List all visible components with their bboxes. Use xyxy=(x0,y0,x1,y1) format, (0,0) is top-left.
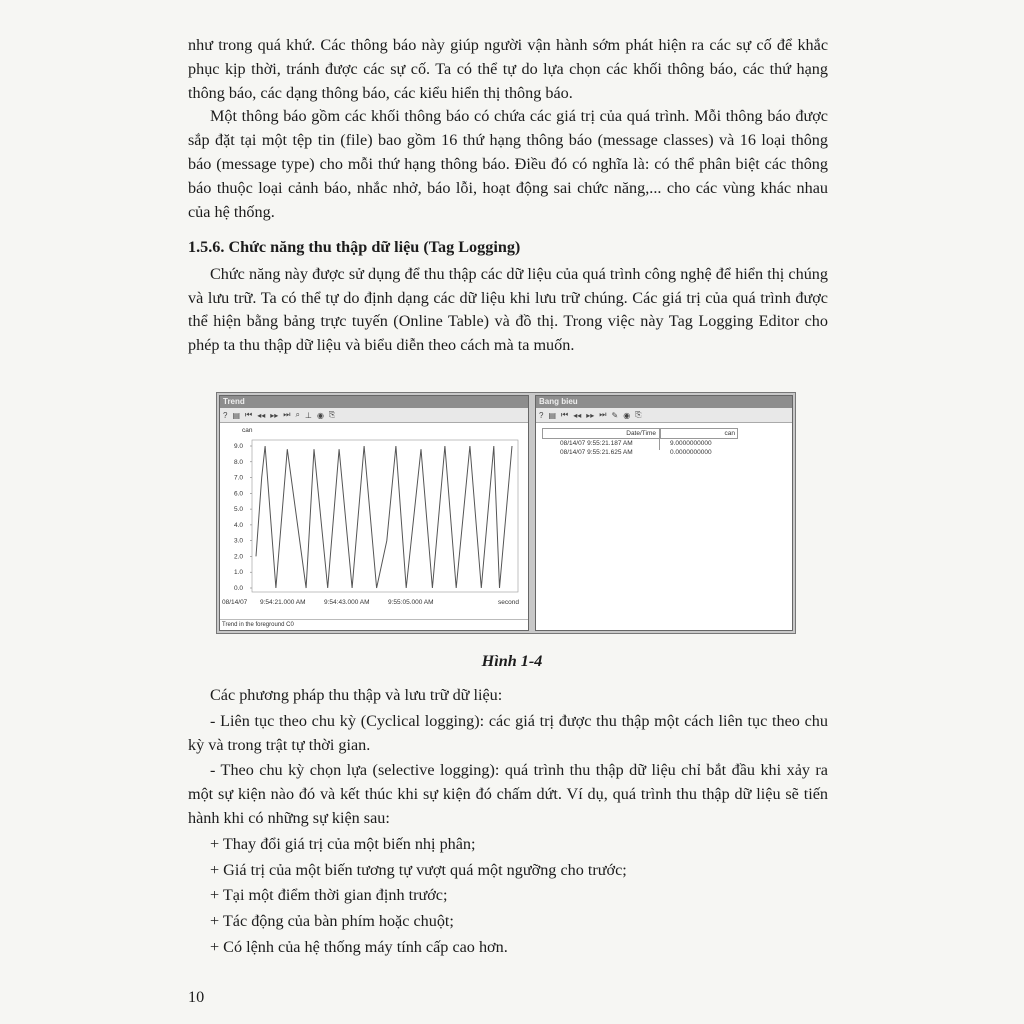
forward-icon[interactable]: ▸▸ xyxy=(586,410,595,420)
first-icon[interactable]: ⏮ xyxy=(561,410,569,419)
y-tick-label: 3.0 xyxy=(234,537,244,545)
x-tick-2: 9:54:43.000 AM xyxy=(324,599,370,606)
trend-window xyxy=(219,395,529,631)
back-icon[interactable]: ◂◂ xyxy=(257,410,266,420)
paragraph-tag-logging: Chức năng này được sử dụng để thu thập các dữ liệu của quá trình công nghệ để hiển thị chúng và lưu trữ. Ta có thể tự do định dạng các dữ liệu khi lưu trữ chúng. Các giá trị của quá trình được thể hiện bằng bảng trực tuyến (Online Table) và đồ thị. Trong việc này Tag Logging Editor cho phép ta thu thập dữ liệu và biểu diễn theo cách mà ta muốn. xyxy=(188,264,828,355)
forward-icon[interactable]: ▸▸ xyxy=(270,410,279,420)
last-icon[interactable]: ⏭ xyxy=(599,410,607,419)
last-icon[interactable]: ⏭ xyxy=(283,410,291,419)
paragraph-selective: - Theo chu kỳ chọn lựa (selective logging): quá trình thu thập dữ liệu chỉ bắt đầu khi xảy ra một sự kiện nào đó và kết thúc khi sự kiện đó chấm dứt. Ví dụ, quá trình thu thập dữ liệu sẽ tiến hành khi có những sự kiện sau: xyxy=(188,761,828,827)
bottom-text-block xyxy=(188,684,828,960)
table-window xyxy=(535,395,793,631)
table-row[interactable] xyxy=(542,439,738,448)
cell-datetime: 08/14/07 9:55:21.625 AM xyxy=(560,449,633,456)
zoom-icon[interactable]: ⌕ xyxy=(295,410,300,419)
y-tick-label: 8.0 xyxy=(234,458,244,466)
paragraph-cyclical: - Liên tục theo chu kỳ (Cyclical logging): các giá trị được thu thập một cách liên tục theo chu kỳ và trong trật tự thời gian. xyxy=(188,711,828,754)
y-tick-label: 0.0 xyxy=(234,585,244,592)
column-header-datetime[interactable]: Date/Time xyxy=(543,429,661,438)
plot-area xyxy=(252,440,518,592)
table-header xyxy=(542,428,738,439)
y-tick-label: 5.0 xyxy=(234,506,244,514)
edit-icon[interactable]: ✎ xyxy=(611,410,619,420)
table-toolbar xyxy=(536,408,792,423)
cell-value: 9.0000000000 xyxy=(670,440,712,447)
trend-statusbar: Trend in the foreground C0 xyxy=(220,619,528,630)
y-tick-label: 2.0 xyxy=(234,553,244,561)
section-heading: 1.5.6. Chức năng thu thập dữ liệu (Tag Logging) xyxy=(188,238,521,256)
help-icon[interactable]: ? xyxy=(223,410,228,420)
page-number: 10 xyxy=(188,988,205,1006)
help-icon[interactable]: ? xyxy=(539,410,544,420)
table-divider xyxy=(659,428,660,450)
list-item: + Giá trị của một biến tương tự vượt quá một ngưỡng cho trước; xyxy=(210,860,627,879)
table-icon[interactable]: ▤ xyxy=(548,410,557,420)
y-axis-label: can xyxy=(242,427,253,434)
paragraph-message-intro: như trong quá khứ. Các thông báo này giúp người vận hành sớm phát hiện ra các sự cố để khắc phục kịp thời, tránh được các sự cố. Ta có thể tự do lựa chọn các khối thông báo, các thứ hạng thông báo, các dạng thông báo, các kiểu hiển thị thông báo. xyxy=(188,36,828,102)
paragraph-message-blocks: Một thông báo gồm các khối thông báo có chứa các giá trị của quá trình. Mỗi thông báo được sắp đặt tại một tệp tin (file) bao gồm 16 thứ hạng thông báo (message classes) và 16 loại thông báo (message type) cho mỗi thứ hạng thông báo. Điều đó có nghĩa là: có thể phân biệt các thông báo thuộc loại cảnh báo, nhắc nhở, báo lỗi, hoạt động sai chức năng,... cho các vùng khác nhau của hệ thống. xyxy=(188,107,828,221)
section-block xyxy=(188,236,828,358)
list-item: + Có lệnh của hệ thống máy tính cấp cao hơn. xyxy=(210,937,508,956)
stop-icon[interactable]: ◉ xyxy=(316,410,324,420)
table-row[interactable] xyxy=(542,448,738,457)
y-tick-label: 9.0 xyxy=(234,443,244,450)
y-tick-label: 4.0 xyxy=(234,521,244,529)
y-tick-label: 7.0 xyxy=(234,474,244,482)
trend-chart xyxy=(220,422,528,612)
first-icon[interactable]: ⏮ xyxy=(245,410,253,419)
figure-caption: Hình 1-4 xyxy=(481,652,543,670)
paragraph-methods-intro: Các phương pháp thu thập và lưu trữ dữ liệu: xyxy=(210,686,503,704)
trend-toolbar xyxy=(220,408,528,423)
back-icon[interactable]: ◂◂ xyxy=(573,410,582,420)
x-tick-1: 9:54:21.000 AM xyxy=(260,599,306,606)
list-item: + Thay đổi giá trị của một biến nhị phân; xyxy=(210,834,476,853)
x-axis-label: second xyxy=(498,599,519,606)
stop-icon[interactable]: ◉ xyxy=(623,410,631,420)
figure-1-4 xyxy=(216,392,796,634)
export-icon[interactable]: ⎘ xyxy=(328,410,336,419)
list-item: + Tại một điểm thời gian định trước; xyxy=(210,886,448,905)
y-tick-label: 1.0 xyxy=(234,569,244,577)
cell-value: 0.0000000000 xyxy=(670,449,712,456)
x-tick-3: 9:55:05.000 AM xyxy=(388,599,434,606)
y-ticks xyxy=(234,443,252,592)
cell-datetime: 08/14/07 9:55:21.187 AM xyxy=(560,440,633,447)
column-header-can[interactable]: can xyxy=(724,430,735,437)
x-tick-date: 08/14/07 xyxy=(222,599,248,606)
list-item: + Tác động của bàn phím hoặc chuột; xyxy=(210,912,454,931)
table-icon[interactable]: ▤ xyxy=(232,410,241,420)
y-tick-label: 6.0 xyxy=(234,490,244,498)
table-window-title: Bang bieu xyxy=(536,396,792,408)
ruler-icon[interactable]: ⊥ xyxy=(304,410,312,420)
top-text-block xyxy=(188,34,828,224)
online-table xyxy=(542,428,738,457)
trend-window-title: Trend xyxy=(220,396,528,408)
export-icon[interactable]: ⎘ xyxy=(635,410,642,419)
